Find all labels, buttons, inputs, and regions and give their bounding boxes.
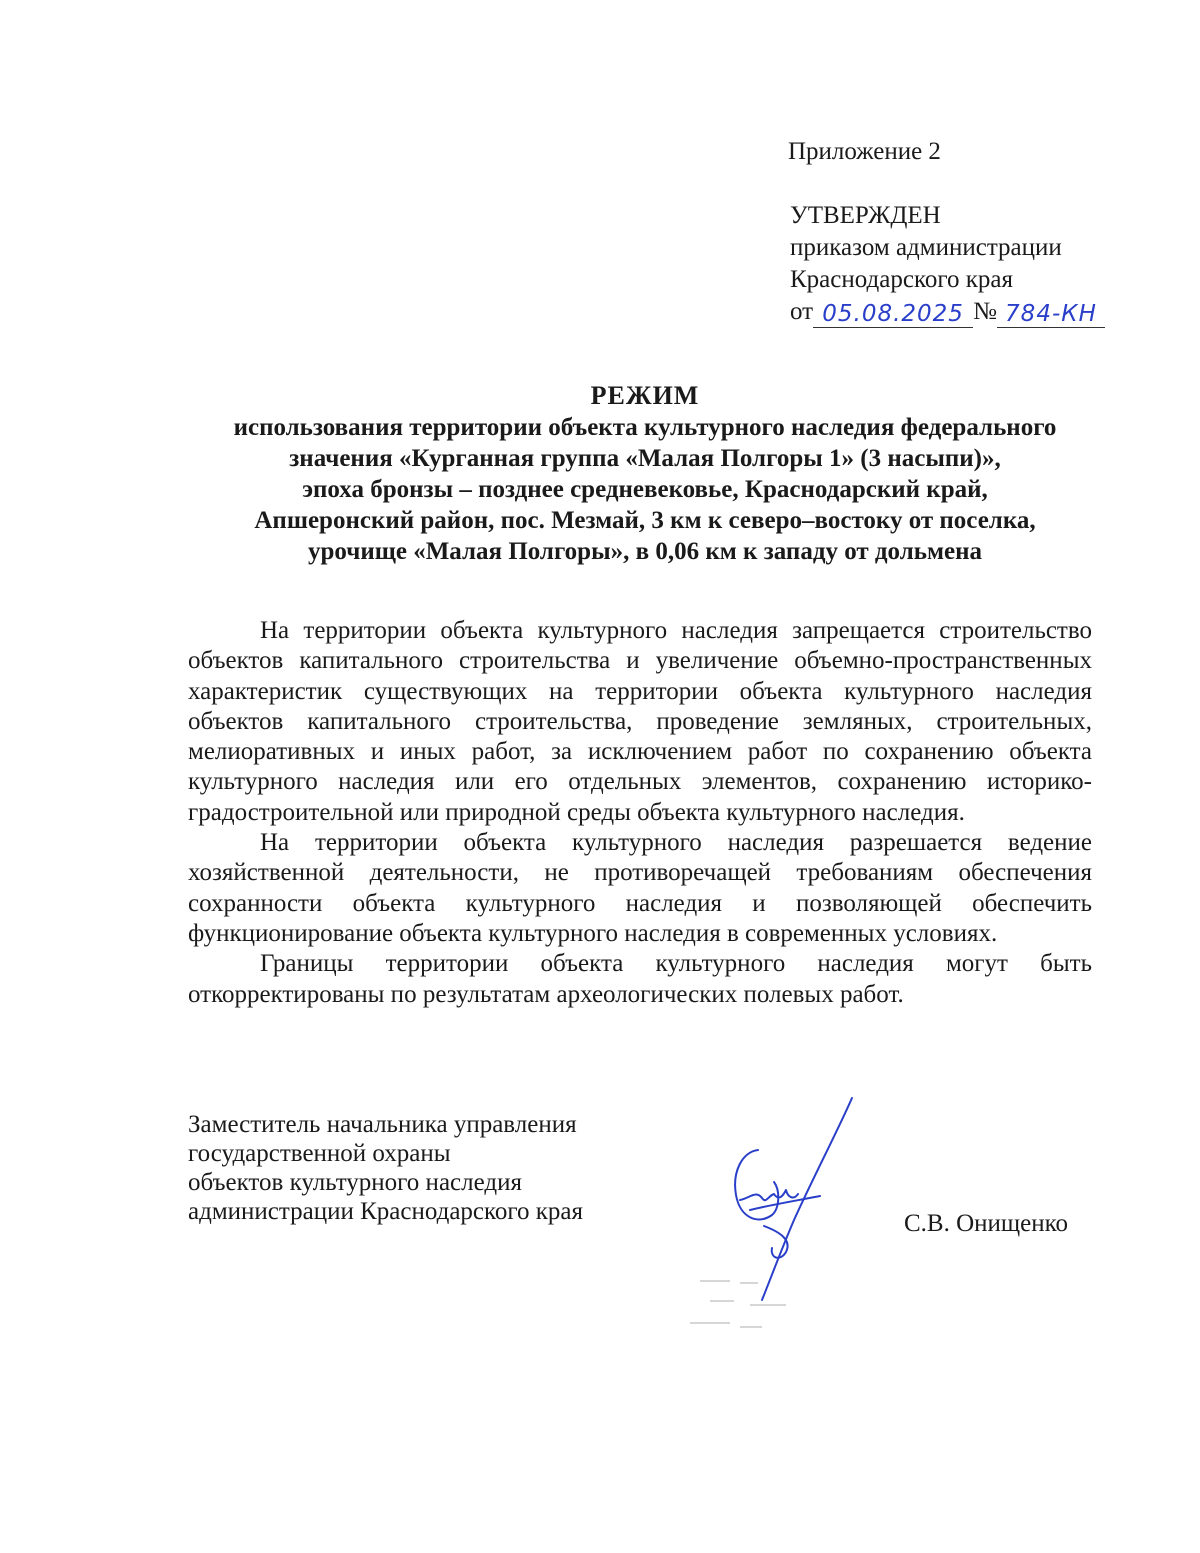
body-paragraph: На территории объекта культурного наследия разрешается ведение хозяйственной деятельности, не противоречащей требованиям обеспечения сохранности объекта культурного наследия и позволяющей обеспечить функционирование объекта культурного наследия в современных условиях. <box>188 829 1092 947</box>
signer-position-line: объектов культурного наследия <box>188 1169 522 1196</box>
body-paragraph: Границы территории объекта культурного наследия могут быть откорректированы по результатам археологических полевых работ. <box>188 950 1092 1008</box>
signer-position-line: государственной охраны <box>188 1140 451 1167</box>
title-line: урочище «Малая Полгоры», в 0,06 км к западу от дольмена <box>307 538 983 565</box>
approved-line-1: приказом администрации <box>790 234 1062 261</box>
title-line: эпоха бронзы – позднее средневековье, Краснодарский край, <box>302 476 988 503</box>
signer-position-line: Заместитель начальника управления <box>188 1111 577 1138</box>
title-line: значения «Курганная группа «Малая Полгоры 1» (3 насыпи)», <box>289 445 1001 472</box>
approval-block <box>790 200 1105 328</box>
document-title <box>150 380 1140 567</box>
number-sign: № <box>973 298 997 325</box>
signer-name: С.В. Онищенко <box>904 1210 1069 1237</box>
date-prefix: от <box>790 298 814 325</box>
handwritten-date: 05.08.2025 <box>813 301 973 328</box>
title-line: Апшеронский район, пос. Мезмай, 3 км к северо–востоку от поселка, <box>254 507 1036 534</box>
approved-title: УТВЕРЖДЕН <box>790 202 941 229</box>
scan-noise <box>680 1270 840 1350</box>
appendix-label: Приложение 2 <box>788 138 941 165</box>
title-line: использования территории объекта культурного наследия федерального <box>233 414 1057 441</box>
signer-position <box>188 1110 583 1226</box>
signer-position-line: администрации Краснодарского края <box>188 1198 584 1225</box>
body-paragraph: На территории объекта культурного наследия запрещается строительство объектов капитального строительства и увеличение объемно-пространственных характеристик существующих на территории объекта культурного наследия объектов капитального строительства, проведение земляных, строительных, мелиоративных и иных работ, за исключением работ по сохранению объекта культурного наследия или его отдельных элементов, сохранению историко-градостроительной или природной среды объекта культурного наследия. <box>188 617 1092 826</box>
document-body <box>188 616 1092 1010</box>
order-date-number-line <box>790 296 1105 328</box>
approved-line-2: Краснодарского края <box>790 266 1013 293</box>
title-heading: РЕЖИМ <box>590 381 700 410</box>
handwritten-order-number: 784-КН <box>997 301 1105 328</box>
